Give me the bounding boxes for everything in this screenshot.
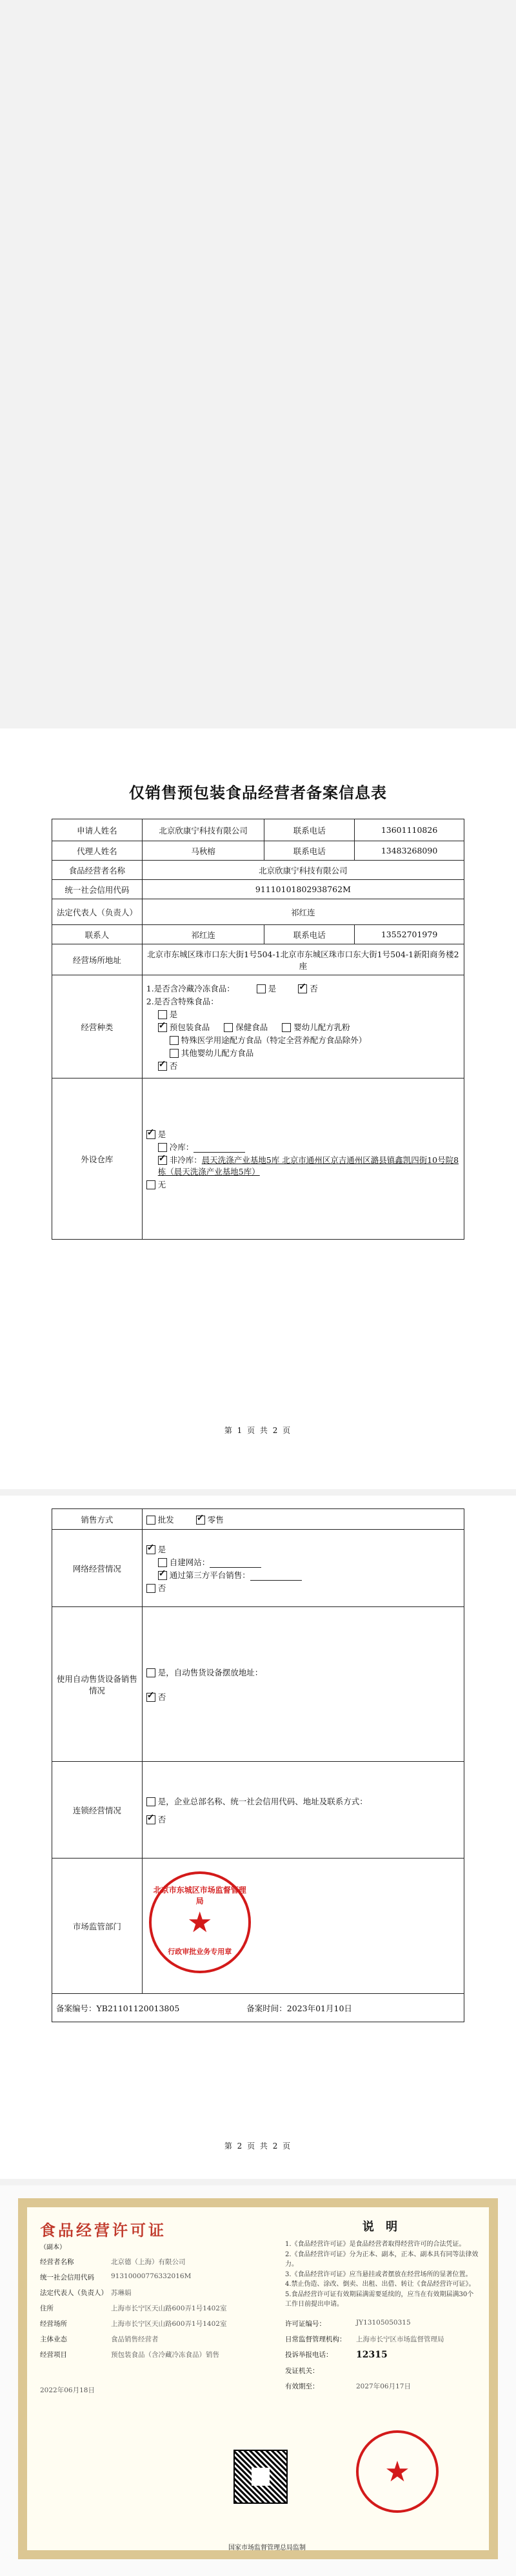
contact-phone-label: 联系电话	[264, 925, 355, 944]
applicant-phone-label: 联系电话	[264, 819, 355, 841]
cold-warehouse-label: 冷库：	[169, 1142, 194, 1152]
vending-no-checkbox[interactable]	[146, 1693, 155, 1702]
special-no-checkbox[interactable]	[158, 1062, 167, 1071]
notes-title: 说 明	[362, 2220, 402, 2234]
license-notes	[285, 2239, 479, 2310]
other-infant-option	[146, 1047, 460, 1059]
warehouse-options	[142, 1078, 464, 1240]
license-field-label: 统一社会信用代码	[40, 2274, 94, 2281]
warehouse-none-label: 无	[157, 1179, 166, 1189]
license-field-value: 北京德（上海）有限公司	[111, 2258, 186, 2266]
self-site-label: 自建网站：	[169, 1557, 210, 1567]
license-field-value: 91310000776332016M	[111, 2272, 192, 2280]
license-title: 食品经营许可证	[40, 2221, 166, 2239]
agent-label: 代理人姓名	[52, 841, 143, 861]
self-site-checkbox[interactable]	[158, 1558, 167, 1567]
license-no-value: JY13105050315	[356, 2318, 411, 2327]
health-food-label: 保健食品	[235, 1022, 268, 1032]
record-form-table-2	[52, 1508, 464, 2022]
regulator-label: 市场监管部门	[52, 1859, 143, 1994]
cold-warehouse-option	[146, 1141, 460, 1153]
record-form-table	[52, 819, 464, 1240]
chain-yes-checkbox[interactable]	[146, 1797, 155, 1806]
medical-food-checkbox[interactable]	[170, 1036, 179, 1045]
vending-no-label: 否	[157, 1692, 166, 1702]
record-date-value: 2023年01月10日	[286, 2003, 352, 2013]
license-note-item: 4.禁止伪造、涂改、倒卖、出租、出借、转让《食品经营许可证》。	[285, 2281, 475, 2288]
applicant-label: 申请人姓名	[52, 819, 143, 841]
complaint-label: 投诉举报电话：	[285, 2350, 333, 2359]
license-fields	[40, 2257, 272, 2359]
credit-code-value: 91110101802938762M	[142, 880, 464, 899]
address-value: 北京市东城区珠市口东大街1号504-1北京市东城区珠市口东大街1号504-1新阳商务楼2座	[142, 944, 464, 975]
special-question: 2.是否含特殊食品：	[146, 996, 219, 1006]
warehouse-label: 外设仓库	[52, 1078, 143, 1240]
self-site-option	[146, 1556, 460, 1568]
online-no-label: 否	[157, 1583, 166, 1593]
special-no-option	[146, 1060, 460, 1071]
valid-row	[285, 2381, 479, 2391]
license-field-label: 住所	[40, 2305, 54, 2312]
sales-mode-options	[142, 1509, 464, 1530]
issuer-label: 发证机关：	[285, 2366, 319, 2375]
page-title: 仅销售预包装食品经营者备案信息表	[129, 783, 387, 802]
retail-label: 零售	[207, 1514, 224, 1525]
noncold-warehouse-checkbox[interactable]	[158, 1156, 167, 1165]
star-icon: ★	[384, 2455, 410, 2488]
wholesale-checkbox[interactable]	[146, 1516, 155, 1525]
license-note-item: 2.《食品经营许可证》分为正本、副本，正本、副本具有同等法律效力。	[285, 2250, 479, 2268]
online-options	[142, 1530, 464, 1607]
legal-rep-label: 法定代表人（负责人）	[52, 899, 143, 925]
noncold-warehouse-address: 晨天洗涤产业基地5库 北京市通州区京吉通州区潞县镇鑫凯四街10号院8栋（晨天洗涤产业基地5库）	[157, 1155, 459, 1176]
license-footer: 国家市场监督管理总局监制	[228, 2544, 306, 2552]
agent-value: 马秋榕	[142, 841, 264, 861]
license-field-value: 上海市长宁区天山路600弄1号1402室	[111, 2305, 227, 2312]
form-page-2	[0, 1496, 516, 2179]
health-food-checkbox[interactable]	[224, 1023, 233, 1032]
wholesale-label: 批发	[157, 1514, 174, 1525]
cold-warehouse-checkbox[interactable]	[158, 1143, 167, 1152]
credit-code-label: 统一社会信用代码	[52, 880, 143, 899]
operator-label: 食品经营者名称	[52, 861, 143, 880]
page-footer: 第 1 页 共 2 页	[224, 1426, 292, 1435]
cold-yes-checkbox[interactable]	[257, 984, 266, 993]
license-field-row	[40, 2288, 272, 2298]
license-issue-date	[40, 2385, 272, 2395]
chain-no-checkbox[interactable]	[146, 1815, 155, 1824]
license-regulator-label: 日常监督管理机构：	[285, 2335, 346, 2343]
prepack-checkbox[interactable]	[158, 1023, 167, 1032]
self-site-blank	[210, 1567, 261, 1568]
seal-top-text: 北京市东城区市场监督管理局	[153, 1886, 246, 1906]
chain-no-option	[146, 1813, 460, 1825]
special-yes-checkbox[interactable]	[158, 1010, 167, 1019]
license-field-row	[40, 2334, 272, 2344]
license-right-panel	[285, 2218, 479, 2540]
license-regulator-value: 上海市长宁区市场监督管理局	[356, 2335, 444, 2343]
agent-phone-value: 13483268090	[355, 841, 464, 861]
applicant-phone-value: 13601110826	[355, 819, 464, 841]
warehouse-yes-option	[146, 1128, 460, 1140]
regulator-cell	[142, 1859, 464, 1994]
vending-yes-label: 是，自动售货设备摆放地址：	[157, 1667, 263, 1677]
special-no-label: 否	[169, 1060, 178, 1071]
valid-value: 2027年06月17日	[356, 2382, 411, 2390]
contact-value: 祁红连	[142, 925, 264, 944]
third-party-label: 通过第三方平台销售：	[169, 1570, 250, 1580]
special-types-row	[146, 1021, 460, 1033]
license-seal	[356, 2430, 439, 2513]
cold-no-checkbox[interactable]	[298, 984, 307, 993]
cold-question	[146, 982, 460, 994]
contact-phone-value: 13552701979	[355, 925, 464, 944]
license-field-value: 苏琳娟	[111, 2289, 132, 2297]
page-footer-2: 第 2 页 共 2 页	[224, 2142, 292, 2151]
record-no-value: YB21101120013805	[96, 2003, 180, 2013]
license-field-label: 经营项目	[40, 2351, 67, 2359]
license-frame	[18, 2198, 498, 2559]
chain-yes-option	[146, 1795, 460, 1807]
infant-formula-checkbox[interactable]	[282, 1023, 291, 1032]
online-yes-option	[146, 1543, 460, 1555]
record-no-label: 备案编号：	[56, 2003, 97, 2013]
issue-date-value: 2022年06月18日	[40, 2386, 95, 2394]
license-no-label: 许可证编号：	[285, 2319, 326, 2328]
prepack-label: 预包装食品	[169, 1022, 210, 1032]
license-field-label: 法定代表人（负责人）	[40, 2289, 108, 2297]
license-field-row	[40, 2257, 272, 2267]
chain-no-label: 否	[157, 1814, 166, 1824]
online-no-checkbox[interactable]	[146, 1584, 155, 1593]
official-seal	[149, 1871, 251, 1973]
infant-formula-label: 婴幼儿配方乳粉	[293, 1022, 350, 1032]
online-yes-label: 是	[157, 1544, 166, 1554]
third-party-checkbox[interactable]	[158, 1571, 167, 1580]
third-party-blank	[250, 1580, 302, 1581]
vending-yes-option	[146, 1666, 460, 1678]
form-page-1	[0, 728, 516, 1489]
license-field-label: 经营场所	[40, 2320, 67, 2328]
special-yes-option	[146, 1008, 460, 1020]
medical-option	[146, 1034, 460, 1046]
other-infant-label: 其他婴幼儿配方食品	[181, 1048, 254, 1058]
third-party-option	[146, 1569, 460, 1581]
category-label: 经营种类	[52, 975, 143, 1078]
noncold-warehouse-option	[146, 1154, 460, 1177]
retail-checkbox[interactable]	[196, 1516, 205, 1525]
special-yes-label: 是	[169, 1009, 178, 1019]
vending-no-option	[146, 1691, 460, 1703]
warehouse-yes-label: 是	[157, 1129, 166, 1139]
license-subtitle: （副本）	[40, 2244, 66, 2251]
vending-options	[142, 1607, 464, 1762]
sales-mode-label: 销售方式	[52, 1509, 143, 1530]
food-license-copy	[0, 2185, 516, 2576]
valid-label: 有效期至：	[285, 2382, 319, 2390]
license-field-row	[40, 2350, 272, 2359]
noncold-warehouse-label: 非冷库：	[169, 1155, 202, 1165]
issuer-row	[285, 2366, 479, 2376]
license-field-label: 经营者名称	[40, 2258, 74, 2266]
license-left-panel	[40, 2218, 272, 2540]
star-icon: ★	[187, 1906, 213, 1939]
license-note-item: 1.《食品经营许可证》是食品经营者取得经营许可的合法凭证。	[285, 2241, 466, 2248]
vending-yes-checkbox[interactable]	[146, 1668, 155, 1677]
cold-no-label: 否	[310, 983, 318, 993]
cold-yes-label: 是	[268, 983, 277, 993]
license-field-value: 上海市长宁区天山路600弄1号1402室	[111, 2320, 227, 2328]
cold-warehouse-blank	[194, 1152, 245, 1153]
qr-code-icon	[233, 2450, 288, 2504]
license-note-item: 3.《食品经营许可证》应当悬挂或者摆放在经营场所的显著位置。	[285, 2270, 472, 2278]
chain-label: 连锁经营情况	[52, 1762, 143, 1859]
medical-food-label: 特殊医学用途配方食品（特定全营养配方食品除外）	[181, 1035, 367, 1045]
license-field-row	[40, 2303, 272, 2313]
online-yes-checkbox[interactable]	[146, 1545, 155, 1554]
contact-label: 联系人	[52, 925, 143, 944]
other-infant-checkbox[interactable]	[170, 1049, 179, 1058]
warehouse-none-option	[146, 1178, 460, 1190]
address-label: 经营场所地址	[52, 944, 143, 975]
license-no-row	[285, 2319, 479, 2328]
license-field-row	[40, 2319, 272, 2328]
warehouse-yes-checkbox[interactable]	[146, 1130, 155, 1139]
warehouse-none-checkbox[interactable]	[146, 1180, 155, 1189]
legal-rep-value: 祁红连	[142, 899, 464, 925]
operator-value: 北京欣康宁科技有限公司	[142, 861, 464, 880]
online-no-option	[146, 1582, 460, 1594]
license-field-value: 食品销售经营者	[111, 2336, 159, 2343]
license-field-row	[40, 2272, 272, 2282]
seal-bottom-text: 行政审批业务专用章	[168, 1947, 232, 1956]
category-options	[142, 975, 464, 1078]
cold-question-text: 1.是否含冷藏冷冻食品：	[146, 983, 235, 993]
online-label: 网络经营情况	[52, 1530, 143, 1607]
complaint-value: 12315	[356, 2349, 388, 2360]
license-field-value: 预包装食品（含冷藏冷冻食品）销售	[111, 2351, 219, 2359]
complaint-row	[285, 2350, 479, 2360]
applicant-value: 北京欣康宁科技有限公司	[142, 819, 264, 841]
record-date-label: 备案时间：	[246, 2003, 287, 2013]
record-info-row	[52, 1994, 464, 2022]
license-field-label: 主体业态	[40, 2336, 67, 2343]
vending-label: 使用自动售货设备销售情况	[52, 1607, 143, 1762]
license-regulator-row	[285, 2334, 479, 2344]
agent-phone-label: 联系电话	[264, 841, 355, 861]
license-note-item: 5.食品经营许可证有效期届满需要延续的，应当在有效期届满30个工作日前提出申请。	[285, 2290, 474, 2308]
chain-options	[142, 1762, 464, 1859]
chain-yes-label: 是，企业总部名称、统一社会信用代码、地址及联系方式：	[157, 1796, 368, 1806]
